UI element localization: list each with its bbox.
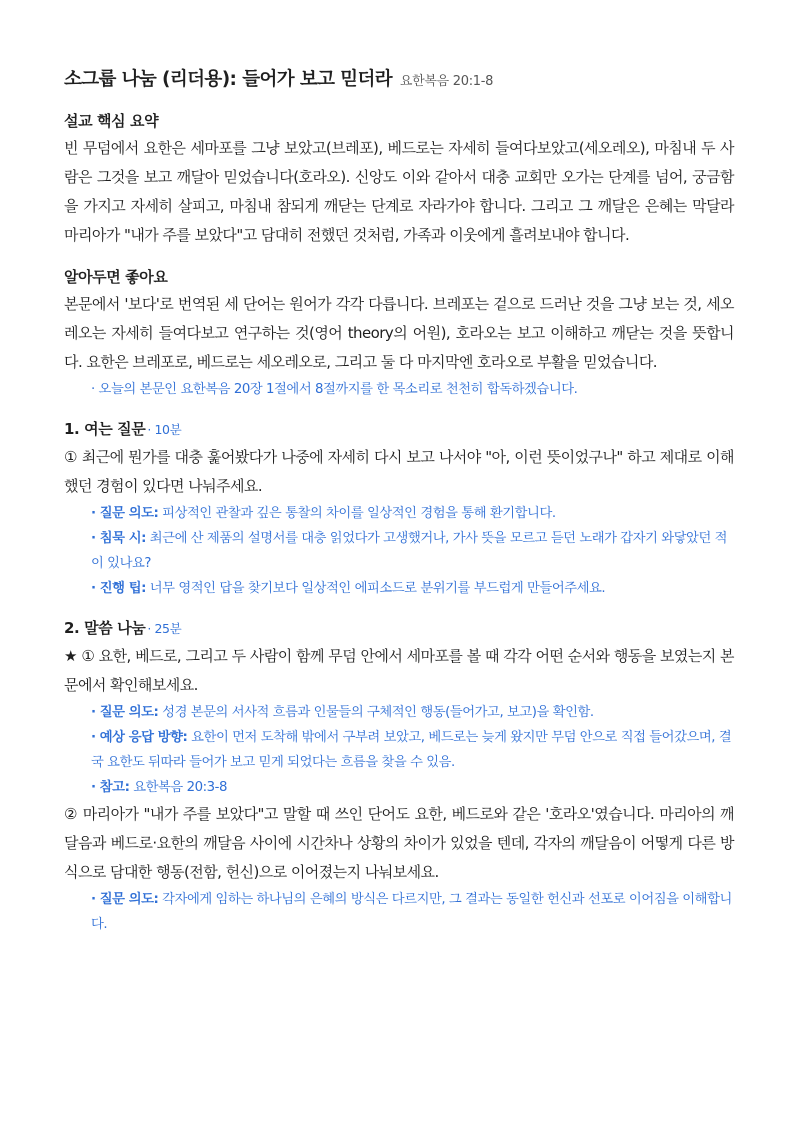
section2-time: · 25분 — [147, 621, 182, 636]
section2-heading — [64, 615, 734, 642]
scripture-reference: 요한복음 20:1-8 — [399, 74, 494, 89]
page-title: 소그룹 나눔 (리더용): 들어가 보고 믿더라 — [64, 69, 393, 90]
section1-title: 1. 여는 질문 — [64, 420, 146, 438]
note-text: 각자에게 임하는 하나님의 은혜의 방식은 다르지만, 그 결과는 동일한 헌신과 선포로 이어짐을 이해합니다. — [91, 892, 732, 932]
note-text: 요한이 먼저 도착해 밖에서 구부려 보았고, 베드로는 늦게 왔지만 무덤 안으로 직접 들어갔으며, 결국 요한도 뒤따라 들어가 보고 믿게 되었다는 흐름을 찾을 수 있음. — [91, 730, 732, 770]
opening-question-notes — [64, 501, 734, 601]
word-sharing-section — [64, 615, 734, 937]
summary-text: 빈 무덤에서 요한은 세마포를 그냥 보았고(브레포), 베드로는 자세히 들여다보았고(세오레오), 마침내 두 사람은 그것을 보고 깨달아 믿었습니다(호라오). 신앙도 이와 같아서 대충 교회만 오가는 단계를 넘어, 궁금함을 가지고 자세히 살피고, 마침내 참되게 깨닫는 단계로 자라가야 합니다. 그리고 그 깨달은 은혜는 막달라 마리아가 "내가 주를 보았다"고 담대히 전했던 것처럼, 가족과 이웃에게 흘려보내야 합니다. — [64, 139, 734, 244]
note-item — [91, 576, 734, 601]
note-label: · 진행 팁: — [91, 581, 147, 596]
note-text: 성경 본문의 서사적 흐름과 인물들의 구체적인 행동(들어가고, 보고)을 확인함. — [158, 705, 594, 720]
note-item — [91, 526, 734, 576]
word-question-2: ② 마리아가 "내가 주를 보았다"고 말할 때 쓰인 단어도 요한, 베드로와 같은 '호라오'였습니다. 마리아의 깨달음과 베드로·요한의 깨달음 사이에 시간차나 상황의 차이가 있었을 텐데, 각자의 깨달음이 어떻게 다른 방식으로 담대한 행동(전함, 헌신)으로 이어졌는지 나눠보세요. — [64, 805, 734, 881]
background-section — [64, 264, 734, 402]
word-question-1: ★ ① 요한, 베드로, 그리고 두 사람이 함께 무덤 안에서 세마포를 볼 때 각각 어떤 순서와 행동을 보였는지 본문에서 확인해보세요. — [64, 647, 734, 694]
opening-question: ① 최근에 뭔가를 대충 훑어봤다가 나중에 자세히 다시 보고 나서야 "아, 이런 뜻이었구나" 하고 제대로 이해했던 경험이 있다면 나눠주세요. — [64, 448, 734, 495]
note-text: 최근에 산 제품의 설명서를 대충 읽었다가 고생했거나, 가사 뜻을 모르고 듣던 노래가 갑자기 와닿았던 적이 있나요? — [91, 531, 728, 571]
opening-question-section — [64, 416, 734, 601]
note-label: · 참고: — [91, 780, 130, 795]
note-item — [91, 501, 734, 526]
note-label: · 질문 의도: — [91, 506, 159, 521]
note-text: 피상적인 관찰과 깊은 통찰의 차이를 일상적인 경험을 통해 환기합니다. — [158, 506, 556, 521]
note-text: 요한복음 20:3-8 — [129, 780, 227, 795]
reading-note: · 오늘의 본문인 요한복음 20장 1절에서 8절까지를 한 목소리로 천천히 합독하겠습니다. — [91, 382, 578, 397]
summary-section — [64, 108, 734, 250]
note-text: 너무 영적인 답을 찾기보다 일상적인 에피소드로 분위기를 부드럽게 만들어주세요. — [146, 581, 606, 596]
note-item — [91, 700, 734, 725]
background-notes — [64, 377, 734, 402]
background-text: 본문에서 '보다'로 번역된 세 단어는 원어가 각각 다릅니다. 브레포는 겉으로 드러난 것을 그냥 보는 것, 세오레오는 자세히 들여다보고 연구하는 것(영어 theory의 어원), 호라오는 보고 이해하고 깨닫는 것을 뜻합니다. 요한은 브레포로, 베드로는 세오레오로, 그리고 둘 다 마지막엔 호라오로 부활을 믿었습니다. — [64, 295, 734, 371]
note-label: · 질문 의도: — [91, 705, 159, 720]
word-question-1-notes — [64, 700, 734, 800]
title-row — [64, 62, 734, 100]
section1-heading — [64, 416, 734, 443]
note-item — [91, 887, 734, 937]
note-label: · 침묵 시: — [91, 531, 147, 546]
section2-title: 2. 말씀 나눔 — [64, 619, 146, 637]
summary-heading: 설교 핵심 요약 — [64, 112, 159, 130]
note-label: · 예상 응답 방향: — [91, 730, 188, 745]
background-heading: 알아두면 좋아요 — [64, 268, 168, 286]
section1-time: · 10분 — [147, 422, 182, 437]
note-item — [91, 725, 734, 775]
note-item — [91, 775, 734, 800]
note-label: · 질문 의도: — [91, 892, 159, 907]
document-page — [64, 62, 734, 951]
word-question-2-notes — [64, 887, 734, 937]
